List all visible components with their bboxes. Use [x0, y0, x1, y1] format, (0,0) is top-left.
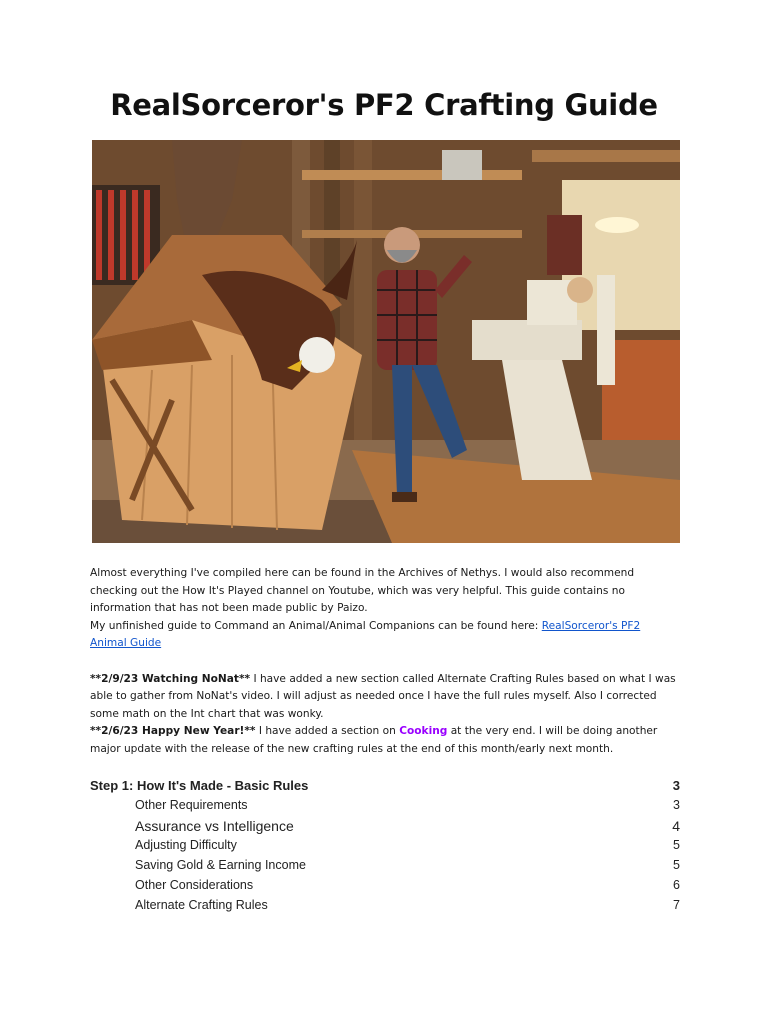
cooking-highlight: Cooking	[399, 725, 448, 738]
intro-text	[90, 565, 680, 759]
update-nonat-heading: **2/9/23 Watching NoNat**	[90, 672, 251, 685]
update-new-year-text-a: I have added a section on	[255, 725, 400, 738]
toc-item-label: Other Requirements	[135, 798, 248, 812]
page-title: RealSorceror's PF2 Crafting Guide	[110, 88, 658, 122]
toc-item-page: 3	[673, 798, 680, 812]
toc-item-page: 4	[672, 818, 680, 834]
intro-paragraph: Almost everything I've compiled here can be found in the Archives of Nethys. I would also recommend checking out the How It's Played channel on Youtube, which was very helpful. This guide contains no information that has not been made public by Paizo.	[90, 567, 635, 615]
toc-item[interactable]	[90, 838, 680, 858]
animal-guide-link[interactable]: RealSorceror's PF2 Animal Guide	[90, 619, 641, 650]
toc-item-label: Assurance vs Intelligence	[135, 818, 294, 834]
update-new-year-heading: **2/6/23 Happy New Year!**	[90, 725, 256, 738]
toc-item-page: 5	[673, 838, 680, 852]
toc-item-page: 5	[673, 858, 680, 872]
toc-item-label: Adjusting Difficulty	[135, 838, 237, 852]
toc-item-label: Saving Gold & Earning Income	[135, 858, 306, 872]
toc-item[interactable]	[90, 898, 680, 918]
toc-item[interactable]	[90, 858, 680, 878]
toc-item[interactable]	[90, 798, 680, 818]
toc-step-label: Step 1: How It's Made - Basic Rules	[90, 778, 309, 793]
workshop-photo	[92, 140, 680, 543]
toc-item[interactable]	[90, 818, 680, 838]
workshop-photo-icon	[92, 140, 680, 543]
table-of-contents	[90, 778, 680, 918]
toc-item-label: Other Considerations	[135, 878, 254, 892]
update-nonat	[90, 671, 680, 724]
toc-item[interactable]	[90, 878, 680, 898]
toc-item-page: 6	[673, 878, 680, 892]
update-nonat-text: I have added a new section called Alternate Crafting Rules based on what I was able to gather from NoNat's video. I will adjust as needed once I have the full rules myself. Also I corrected some math on the Int chart that was wonky.	[90, 672, 676, 720]
toc-item-page: 7	[673, 898, 680, 912]
toc-step-page: 3	[672, 778, 680, 793]
update-new-year-text-b: at the very end. I will be doing another major update with the release of the new crafting rules at the end of this month/early next month.	[90, 725, 658, 755]
toc-item-label: Alternate Crafting Rules	[135, 898, 268, 912]
animal-guide-line	[90, 618, 680, 653]
toc-step-1[interactable]	[90, 778, 680, 798]
update-new-year	[90, 723, 680, 758]
animal-guide-text: My unfinished guide to Command an Animal/Animal Companions can be found here:	[90, 619, 542, 632]
